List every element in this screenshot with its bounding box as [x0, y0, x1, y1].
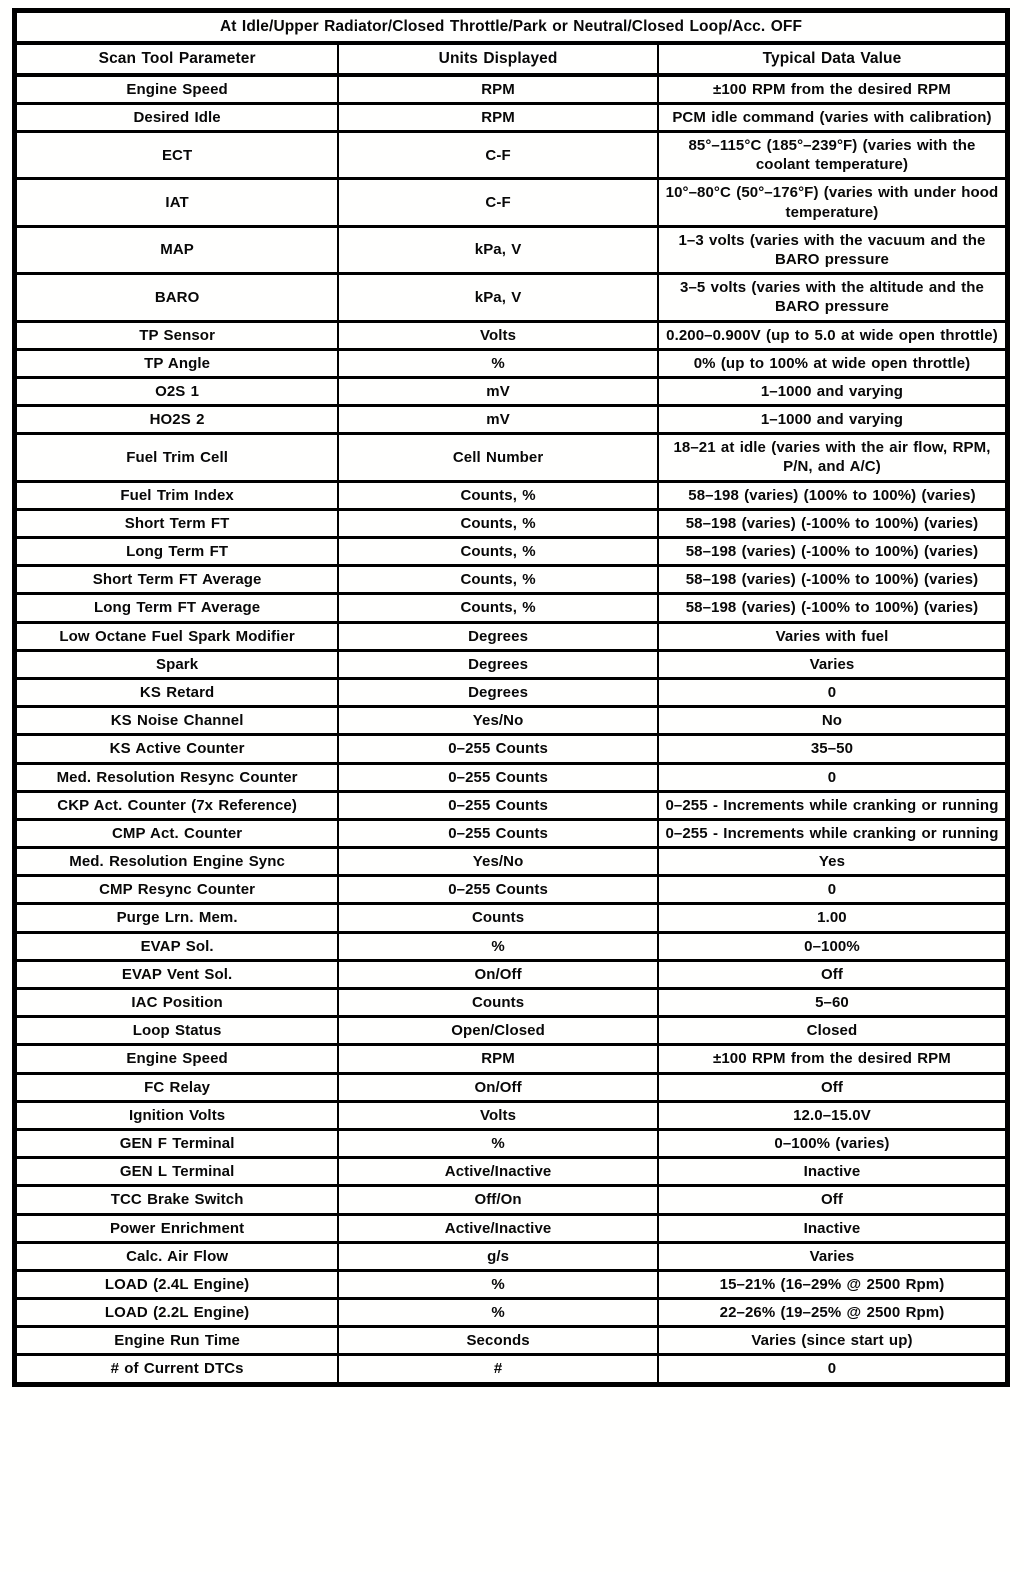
- cell-units: Counts, %: [338, 509, 658, 537]
- cell-value: 58–198 (varies) (-100% to 100%) (varies): [658, 566, 1008, 594]
- cell-value: 0–255 - Increments while cranking or running: [658, 791, 1008, 819]
- cell-units: Seconds: [338, 1327, 658, 1355]
- cell-units: Active/Inactive: [338, 1158, 658, 1186]
- cell-units: Degrees: [338, 678, 658, 706]
- cell-parameter: GEN F Terminal: [15, 1129, 339, 1157]
- cell-value: 0: [658, 876, 1008, 904]
- cell-value: Varies: [658, 1242, 1008, 1270]
- cell-units: RPM: [338, 1045, 658, 1073]
- table-row: [15, 538, 1008, 566]
- table-row: [15, 960, 1008, 988]
- cell-units: Open/Closed: [338, 1017, 658, 1045]
- cell-units: Counts, %: [338, 594, 658, 622]
- cell-parameter: HO2S 2: [15, 406, 339, 434]
- table-row: [15, 904, 1008, 932]
- cell-parameter: # of Current DTCs: [15, 1355, 339, 1384]
- cell-value: Varies (since start up): [658, 1327, 1008, 1355]
- cell-value: 0% (up to 100% at wide open throttle): [658, 349, 1008, 377]
- cell-value: ±100 RPM from the desired RPM: [658, 1045, 1008, 1073]
- table-row: [15, 735, 1008, 763]
- table-row: [15, 1242, 1008, 1270]
- cell-parameter: Fuel Trim Cell: [15, 434, 339, 481]
- table-row: [15, 819, 1008, 847]
- table-body: [15, 75, 1008, 1385]
- cell-units: 0–255 Counts: [338, 791, 658, 819]
- cell-parameter: KS Noise Channel: [15, 707, 339, 735]
- cell-value: Off: [658, 960, 1008, 988]
- cell-value: 0–100% (varies): [658, 1129, 1008, 1157]
- cell-parameter: LOAD (2.4L Engine): [15, 1270, 339, 1298]
- table-row: [15, 848, 1008, 876]
- cell-parameter: Short Term FT: [15, 509, 339, 537]
- cell-units: 0–255 Counts: [338, 763, 658, 791]
- cell-units: Counts, %: [338, 538, 658, 566]
- cell-value: 58–198 (varies) (-100% to 100%) (varies): [658, 509, 1008, 537]
- cell-units: On/Off: [338, 960, 658, 988]
- cell-units: g/s: [338, 1242, 658, 1270]
- cell-parameter: IAT: [15, 179, 339, 226]
- cell-parameter: MAP: [15, 226, 339, 273]
- table-row: [15, 1214, 1008, 1242]
- cell-value: 1–1000 and varying: [658, 377, 1008, 405]
- cell-units: %: [338, 1270, 658, 1298]
- cell-units: mV: [338, 406, 658, 434]
- cell-value: 0–100%: [658, 932, 1008, 960]
- cell-value: 10°–80°C (50°–176°F) (varies with under hood temperature): [658, 179, 1008, 226]
- cell-value: 1–1000 and varying: [658, 406, 1008, 434]
- cell-parameter: TP Sensor: [15, 321, 339, 349]
- cell-parameter: TP Angle: [15, 349, 339, 377]
- table-row: [15, 1045, 1008, 1073]
- table-row: [15, 434, 1008, 481]
- table-row: [15, 763, 1008, 791]
- cell-value: Off: [658, 1073, 1008, 1101]
- table-row: [15, 1299, 1008, 1327]
- cell-units: Counts: [338, 989, 658, 1017]
- cell-parameter: O2S 1: [15, 377, 339, 405]
- cell-value: Varies: [658, 650, 1008, 678]
- table-header-row: [15, 43, 1008, 75]
- cell-parameter: Engine Speed: [15, 1045, 339, 1073]
- cell-units: Cell Number: [338, 434, 658, 481]
- table-row: [15, 1101, 1008, 1129]
- cell-units: Degrees: [338, 650, 658, 678]
- cell-value: 35–50: [658, 735, 1008, 763]
- cell-parameter: EVAP Sol.: [15, 932, 339, 960]
- table-row: [15, 179, 1008, 226]
- cell-units: %: [338, 1129, 658, 1157]
- cell-units: RPM: [338, 103, 658, 131]
- cell-units: RPM: [338, 75, 658, 104]
- cell-parameter: Desired Idle: [15, 103, 339, 131]
- cell-value: 22–26% (19–25% @ 2500 Rpm): [658, 1299, 1008, 1327]
- cell-parameter: CKP Act. Counter (7x Reference): [15, 791, 339, 819]
- scan-tool-data-table: [12, 8, 1010, 1387]
- cell-units: C-F: [338, 179, 658, 226]
- cell-parameter: Engine Speed: [15, 75, 339, 104]
- cell-value: 18–21 at idle (varies with the air flow, RPM, P/N, and A/C): [658, 434, 1008, 481]
- table-row: [15, 1073, 1008, 1101]
- cell-parameter: KS Active Counter: [15, 735, 339, 763]
- cell-units: Off/On: [338, 1186, 658, 1214]
- cell-units: Yes/No: [338, 707, 658, 735]
- cell-value: 12.0–15.0V: [658, 1101, 1008, 1129]
- cell-value: Varies with fuel: [658, 622, 1008, 650]
- cell-value: 1–3 volts (varies with the vacuum and the BARO pressure: [658, 226, 1008, 273]
- table-row: [15, 566, 1008, 594]
- cell-value: 0: [658, 1355, 1008, 1384]
- table-row: [15, 650, 1008, 678]
- table-title: At Idle/Upper Radiator/Closed Throttle/Park or Neutral/Closed Loop/Acc. OFF: [15, 11, 1008, 43]
- cell-units: On/Off: [338, 1073, 658, 1101]
- cell-parameter: Engine Run Time: [15, 1327, 339, 1355]
- table-row: [15, 622, 1008, 650]
- cell-units: Counts: [338, 904, 658, 932]
- table-row: [15, 1158, 1008, 1186]
- cell-value: 1.00: [658, 904, 1008, 932]
- cell-units: %: [338, 1299, 658, 1327]
- table-row: [15, 1355, 1008, 1384]
- table-row: [15, 1327, 1008, 1355]
- cell-parameter: IAC Position: [15, 989, 339, 1017]
- table-row: [15, 226, 1008, 273]
- cell-units: 0–255 Counts: [338, 819, 658, 847]
- cell-parameter: Long Term FT Average: [15, 594, 339, 622]
- table-row: [15, 349, 1008, 377]
- cell-units: Counts, %: [338, 566, 658, 594]
- cell-parameter: FC Relay: [15, 1073, 339, 1101]
- cell-value: PCM idle command (varies with calibration): [658, 103, 1008, 131]
- table-row: [15, 932, 1008, 960]
- cell-units: kPa, V: [338, 226, 658, 273]
- table-row: [15, 791, 1008, 819]
- table-row: [15, 1270, 1008, 1298]
- cell-units: mV: [338, 377, 658, 405]
- table-row: [15, 1017, 1008, 1045]
- cell-parameter: CMP Resync Counter: [15, 876, 339, 904]
- cell-units: C-F: [338, 132, 658, 179]
- cell-value: 3–5 volts (varies with the altitude and the BARO pressure: [658, 274, 1008, 321]
- cell-value: 0.200–0.900V (up to 5.0 at wide open throttle): [658, 321, 1008, 349]
- cell-units: 0–255 Counts: [338, 735, 658, 763]
- cell-value: 5–60: [658, 989, 1008, 1017]
- cell-units: Volts: [338, 321, 658, 349]
- column-header-parameter: Scan Tool Parameter: [15, 43, 339, 75]
- cell-value: 0–255 - Increments while cranking or running: [658, 819, 1008, 847]
- column-header-units: Units Displayed: [338, 43, 658, 75]
- cell-parameter: ECT: [15, 132, 339, 179]
- cell-value: 85°–115°C (185°–239°F) (varies with the coolant temperature): [658, 132, 1008, 179]
- cell-units: #: [338, 1355, 658, 1384]
- cell-value: Yes: [658, 848, 1008, 876]
- cell-parameter: Med. Resolution Resync Counter: [15, 763, 339, 791]
- table-row: [15, 707, 1008, 735]
- cell-parameter: Long Term FT: [15, 538, 339, 566]
- table-row: [15, 321, 1008, 349]
- cell-value: ±100 RPM from the desired RPM: [658, 75, 1008, 104]
- table-title-row: [15, 11, 1008, 43]
- table-row: [15, 509, 1008, 537]
- table-row: [15, 406, 1008, 434]
- cell-value: Closed: [658, 1017, 1008, 1045]
- table-row: [15, 1129, 1008, 1157]
- table-row: [15, 274, 1008, 321]
- cell-parameter: EVAP Vent Sol.: [15, 960, 339, 988]
- cell-value: 58–198 (varies) (100% to 100%) (varies): [658, 481, 1008, 509]
- cell-units: 0–255 Counts: [338, 876, 658, 904]
- cell-parameter: Short Term FT Average: [15, 566, 339, 594]
- table-row: [15, 594, 1008, 622]
- cell-value: 0: [658, 678, 1008, 706]
- column-header-value: Typical Data Value: [658, 43, 1008, 75]
- cell-parameter: TCC Brake Switch: [15, 1186, 339, 1214]
- cell-units: Degrees: [338, 622, 658, 650]
- table-row: [15, 103, 1008, 131]
- table-row: [15, 989, 1008, 1017]
- cell-value: No: [658, 707, 1008, 735]
- table-row: [15, 132, 1008, 179]
- cell-parameter: GEN L Terminal: [15, 1158, 339, 1186]
- cell-parameter: Purge Lrn. Mem.: [15, 904, 339, 932]
- cell-units: %: [338, 349, 658, 377]
- cell-value: 15–21% (16–29% @ 2500 Rpm): [658, 1270, 1008, 1298]
- cell-value: 0: [658, 763, 1008, 791]
- cell-value: Inactive: [658, 1158, 1008, 1186]
- cell-value: 58–198 (varies) (-100% to 100%) (varies): [658, 538, 1008, 566]
- cell-parameter: KS Retard: [15, 678, 339, 706]
- cell-parameter: Calc. Air Flow: [15, 1242, 339, 1270]
- cell-parameter: CMP Act. Counter: [15, 819, 339, 847]
- cell-parameter: LOAD (2.2L Engine): [15, 1299, 339, 1327]
- cell-value: 58–198 (varies) (-100% to 100%) (varies): [658, 594, 1008, 622]
- table-row: [15, 377, 1008, 405]
- table-row: [15, 876, 1008, 904]
- table-row: [15, 678, 1008, 706]
- cell-parameter: Loop Status: [15, 1017, 339, 1045]
- cell-units: Counts, %: [338, 481, 658, 509]
- cell-parameter: Fuel Trim Index: [15, 481, 339, 509]
- cell-units: Yes/No: [338, 848, 658, 876]
- cell-parameter: Power Enrichment: [15, 1214, 339, 1242]
- table-row: [15, 75, 1008, 104]
- cell-parameter: BARO: [15, 274, 339, 321]
- table-row: [15, 1186, 1008, 1214]
- cell-value: Off: [658, 1186, 1008, 1214]
- cell-units: kPa, V: [338, 274, 658, 321]
- cell-units: %: [338, 932, 658, 960]
- cell-parameter: Low Octane Fuel Spark Modifier: [15, 622, 339, 650]
- cell-units: Volts: [338, 1101, 658, 1129]
- cell-parameter: Ignition Volts: [15, 1101, 339, 1129]
- cell-parameter: Med. Resolution Engine Sync: [15, 848, 339, 876]
- cell-units: Active/Inactive: [338, 1214, 658, 1242]
- table-row: [15, 481, 1008, 509]
- cell-value: Inactive: [658, 1214, 1008, 1242]
- cell-parameter: Spark: [15, 650, 339, 678]
